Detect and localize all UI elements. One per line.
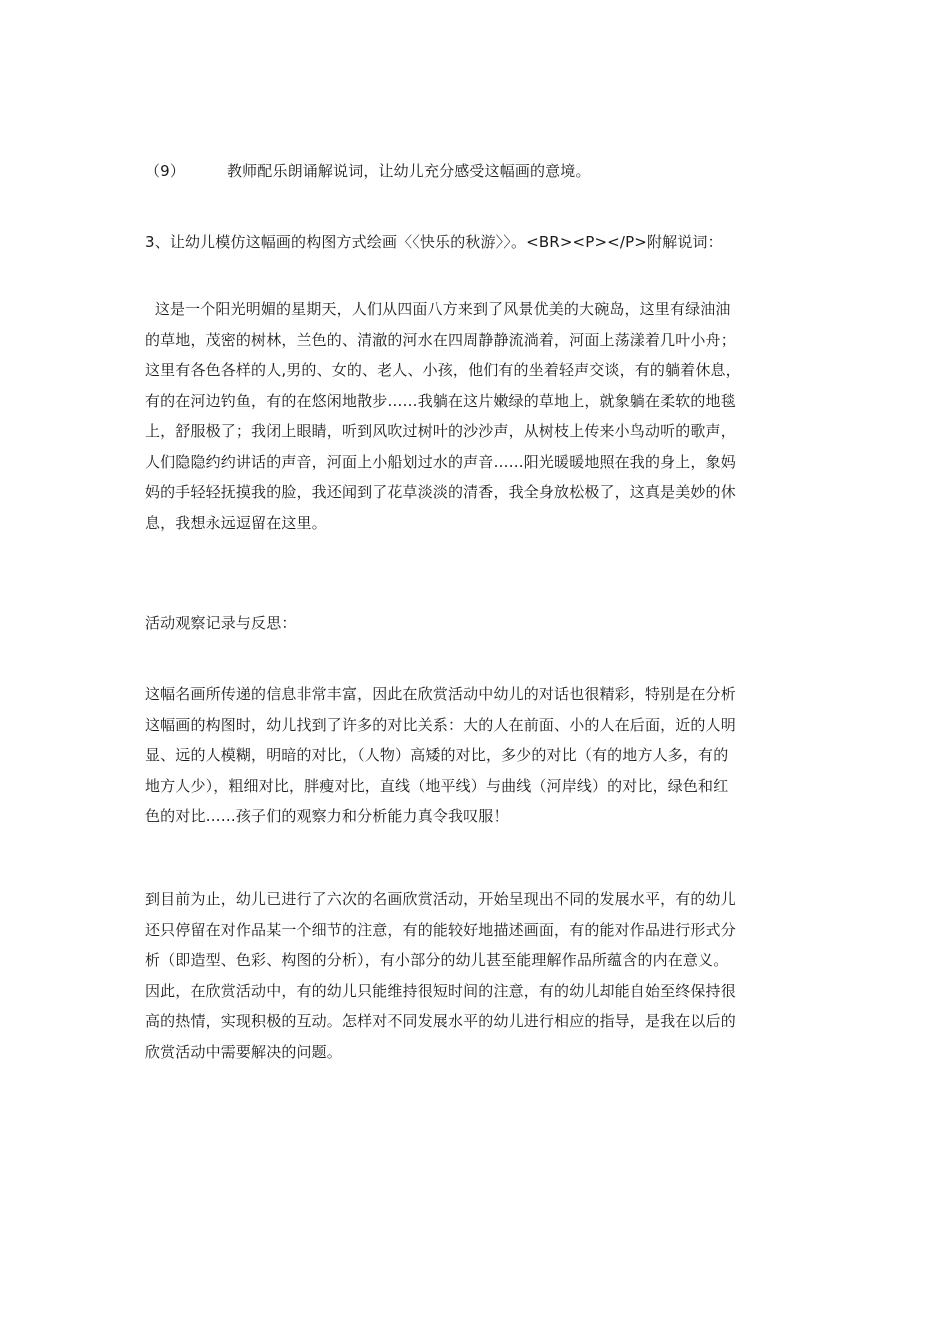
narration-paragraph	[145, 294, 805, 538]
paragraph-line: 到目前为止，幼儿已进行了六次的名画欣赏活动，开始呈现出不同的发展水平，有的幼儿	[145, 890, 736, 908]
step-9	[145, 156, 805, 187]
reflection-paragraph-2	[145, 884, 805, 1067]
step-3	[145, 227, 805, 258]
paragraph-line: 这幅画的构图时，幼儿找到了许多的对比关系：大的人在前面、小的人在后面，近的人明	[145, 715, 736, 734]
narration-line: 人们隐隐约约讲话的声音，河面上小船划过水的声音……阳光暖暖地照在我的身上，象妈	[145, 452, 736, 471]
narration-line: 有的在河边钓鱼，有的在悠闲地散步……我躺在这片嫩绿的草地上，就象躺在柔软的地毯	[145, 391, 736, 410]
narration-line: 的草地，茂密的树林，兰色的、清澈的河水在四周静静流淌着，河面上荡漾着几叶小舟；	[145, 330, 736, 349]
paragraph-line: 显、远的人模糊，明暗的对比，（人物）高矮的对比，多少的对比（有的地方人多，有的	[145, 746, 729, 764]
narration-line: 上，舒服极了；我闭上眼睛，听到风吹过树叶的沙沙声，从树枝上传来小鸟动听的歌声，	[145, 422, 736, 440]
narration-line: 息，我想永远逗留在这里。	[145, 513, 327, 532]
narration-line: 这是一个阳光明媚的星期天，人们从四面八方来到了风景优美的大碗岛，这里有绿油油	[145, 300, 731, 318]
paragraph-line: 这幅名画所传递的信息非常丰富，因此在欣赏活动中幼儿的对话也很精彩，特别是在分析	[145, 685, 736, 703]
section-heading: 活动观察记录与反思：	[145, 614, 297, 632]
paragraph-line: 因此，在欣赏活动中，有的幼儿只能维持很短时间的注意，有的幼儿却能自始至终保持很	[145, 981, 736, 1000]
paragraph-line: 高的热情，实现积极的互动。怎样对不同发展水平的幼儿进行相应的指导，是我在以后的	[145, 1012, 736, 1030]
paragraph-line: 析（即造型、色彩、构图的分析），有小部分的幼儿甚至能理解作品所蕴含的内在意义。	[145, 951, 729, 969]
paragraph-line: 地方人少），粗细对比，胖瘦对比，直线（地平线）与曲线（河岸线）的对比，绿色和红	[145, 776, 729, 795]
reflection-paragraph-1	[145, 679, 805, 832]
step-text: 教师配乐朗诵解说词，让幼儿充分感受这幅画的意境。	[227, 162, 591, 180]
paragraph-line: 还只停留在对作品某一个细节的注意，有的能较好地描述画面，有的能对作品进行形式分	[145, 920, 736, 939]
step-9-line	[145, 156, 805, 187]
step-number: （9）	[145, 162, 185, 180]
paragraph-line: 欣赏活动中需要解决的问题。	[145, 1042, 342, 1061]
narration-line: 妈的手轻轻抚摸我的脸，我还闻到了花草淡淡的清香，我全身放松极了，这真是美妙的休	[145, 483, 736, 501]
narration-line: 这里有各色各样的人,男的、女的、老人、小孩，他们有的坐着轻声交谈，有的躺着休息，	[145, 361, 741, 379]
step-3-text: 3、让幼儿模仿这幅画的构图方式绘画〈〈快乐的秋游〉〉。<BR><P></P>附解说词：	[145, 233, 723, 251]
paragraph-line: 色的对比……孩子们的观察力和分析能力真令我叹服！	[145, 807, 509, 825]
reflection-heading	[145, 608, 805, 639]
